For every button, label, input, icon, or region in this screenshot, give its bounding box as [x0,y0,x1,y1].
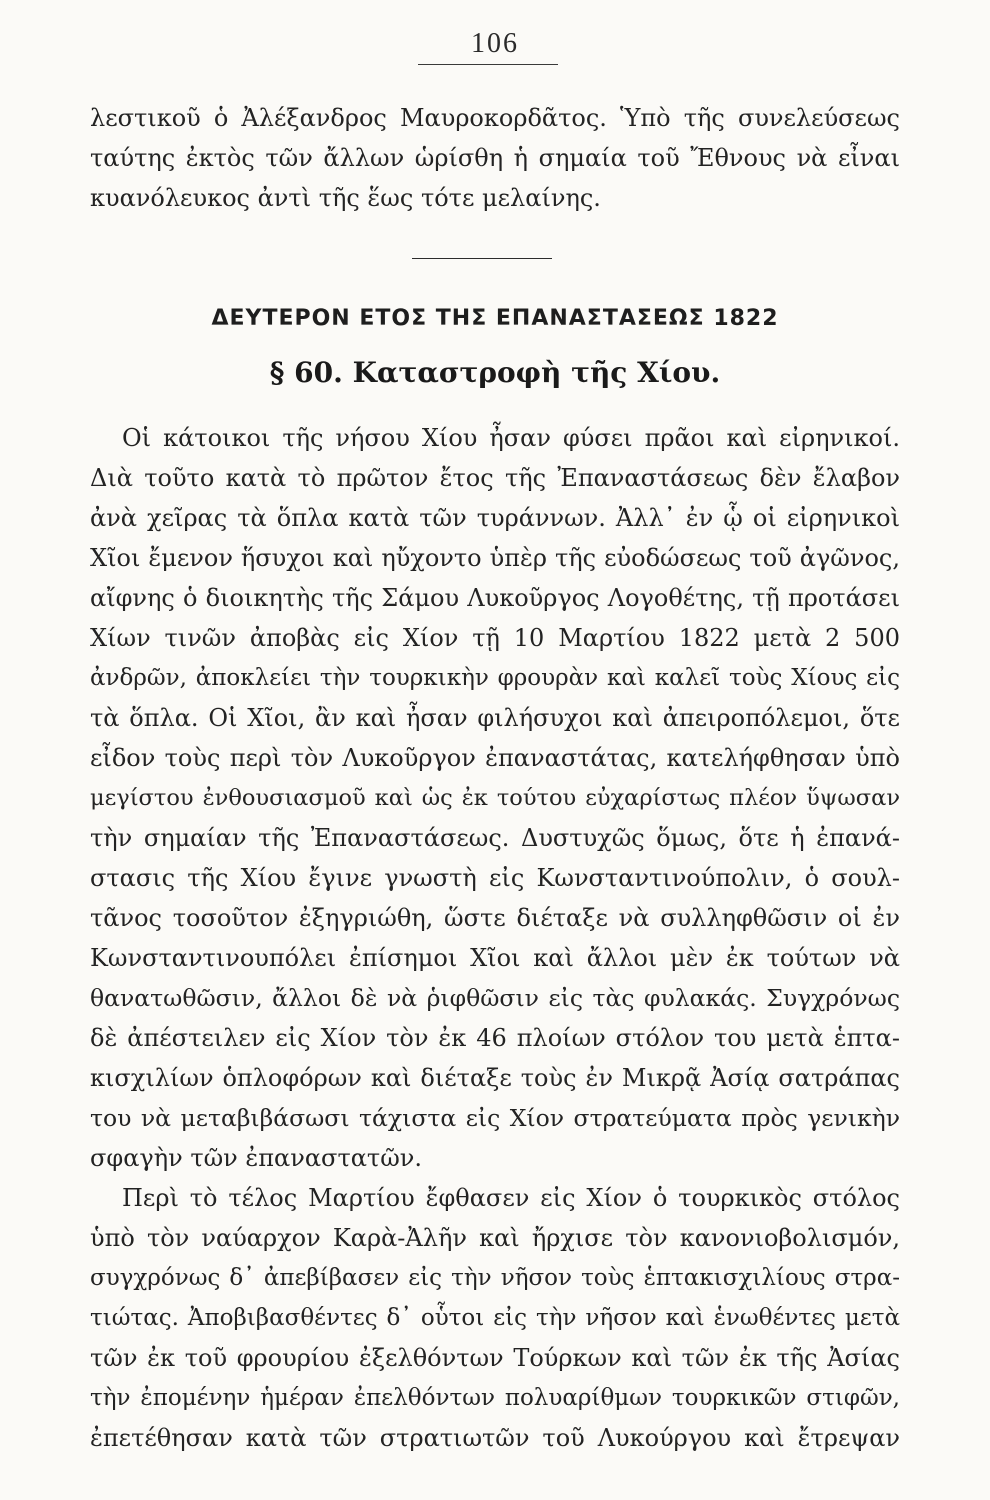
page-number: 106 [471,28,519,59]
section-title: § 60. Καταστροφὴ τῆς Χίου. [269,356,721,389]
text-line: Οἱ κάτοικοι τῆς νήσου Χίου ἦσαν φύσει πρᾶοι καὶ εἰρηνικοί. [122,424,900,452]
text-line: τῶν ἐκ τοῦ φρουρίου ἐξελθόντων Τούρκων καὶ τῶν ἐκ τῆς Ἀσίας [90,1344,900,1372]
text-line: συγχρόνως δ᾽ ἀπεβίβασεν εἰς τὴν νῆσον τοὺς ἑπτακισχιλίους στρα- [90,1265,900,1291]
text-line: θανατωθῶσιν, ἄλλοι δὲ νὰ ῥιφθῶσιν εἰς τὰς φυλακάς. Συγχρόνως [90,984,900,1012]
intro-paragraph [90,98,900,218]
text-line: τιώτας. Ἀποβιβασθέντες δ᾽ οὗτοι εἰς τὴν νῆσον καὶ ἑνωθέντες μετὰ [90,1305,900,1331]
text-line: κυανόλευκος ἀντὶ τῆς ἕως τότε μελαίνης. [90,184,601,212]
text-line: ἐπετέθησαν κατὰ τῶν στρατιωτῶν τοῦ Λυκούργου καὶ ἔτρεψαν [90,1424,900,1452]
text-line: λεστικοῦ ὁ Ἀλέξανδρος Μαυροκορδᾶτος. Ὑπὸ τῆς συνελεύσεως [90,104,900,132]
text-line: τὴν σημαίαν τῆς Ἐπαναστάσεως. Δυστυχῶς ὅμως, ὅτε ἡ ἐπανά- [90,824,900,852]
text-line: ἀνδρῶν, ἀποκλείει τὴν τουρκικὴν φρουρὰν καὶ καλεῖ τοὺς Χίους εἰς [90,665,900,691]
text-line: μεγίστου ἐνθουσιασμοῦ καὶ ὡς ἐκ τούτου εὐχαρίστως πλέον ὕψωσαν [90,785,900,811]
text-line: τὴν ἐπομένην ἡμέραν ἐπελθόντων πολυαρίθμων τουρκικῶν στιφῶν, [90,1385,900,1411]
text-line: Χίων τινῶν ἀποβὰς εἰς Χίον τῇ 10 Μαρτίου 1822 μετὰ 2 500 [90,624,900,652]
chapter-heading: ΔΕΥΤΕΡΟΝ ΕΤΟΣ ΤΗΣ ΕΠΑΝΑΣΤΑΣΕΩΣ 1822 [211,306,779,331]
text-line: ὑπὸ τὸν ναύαρχον Καρὰ-Ἀλῆν καὶ ἤρχισε τὸν κανονιοβολισμόν, [90,1224,900,1252]
text-line: τᾶνος τοσοῦτον ἐξηγριώθη, ὥστε διέταξε νὰ συλληφθῶσιν οἱ ἐν [90,904,900,932]
text-line: Περὶ τὸ τέλος Μαρτίου ἔφθασεν εἰς Χίον ὁ τουρκικὸς στόλος [122,1184,900,1212]
text-line: στασις τῆς Χίου ἔγινε γνωστὴ εἰς Κωνσταντινούπολιν, ὁ σουλ- [90,864,900,892]
section-divider [412,258,552,259]
text-line: δὲ ἀπέστειλεν εἰς Χίον τὸν ἐκ 46 πλοίων στόλον του μετὰ ἑπτα- [90,1024,900,1052]
text-line: Διὰ τοῦτο κατὰ τὸ πρῶτον ἔτος τῆς Ἐπαναστάσεως δὲν ἔλαβον [90,464,900,492]
text-line: ἀνὰ χεῖρας τὰ ὅπλα κατὰ τῶν τυράννων. Ἀλλ᾽ ἐν ᾧ οἱ εἰρηνικοὶ [90,504,900,532]
text-line: σφαγὴν τῶν ἐπαναστατῶν. [90,1144,422,1172]
text-line: του νὰ μεταβιβάσωσι τάχιστα εἰς Χίον στρατεύματα πρὸς γενικὴν [90,1104,900,1132]
page-number-rule [418,64,558,65]
text-line: αἴφνης ὁ διοικητὴς τῆς Σάμου Λυκοῦργος Λογοθέτης, τῇ προτάσει [90,584,900,612]
text-line: Χῖοι ἔμενον ἥσυχοι καὶ ηὔχοντο ὑπὲρ τῆς εὐοδώσεως τοῦ ἀγῶνος, [90,544,900,572]
paragraph-1 [90,418,900,1178]
text-line: ταύτης ἐκτὸς τῶν ἄλλων ὡρίσθη ἡ σημαία τοῦ Ἔθνους νὰ εἶναι [90,144,900,172]
paragraph-2 [90,1178,900,1458]
text-line: Κωνσταντινουπόλει ἐπίσημοι Χῖοι καὶ ἄλλοι μὲν ἐκ τούτων νὰ [90,944,900,972]
text-line: κισχιλίων ὁπλοφόρων καὶ διέταξε τοὺς ἐν Μικρᾷ Ἀσίᾳ σατράπας [90,1064,900,1092]
text-line: εἶδον τοὺς περὶ τὸν Λυκοῦργον ἐπαναστάτας, κατελήφθησαν ὑπὸ [90,744,900,772]
text-line: τὰ ὅπλα. Οἱ Χῖοι, ἂν καὶ ἦσαν φιλήσυχοι καὶ ἀπειροπόλεμοι, ὅτε [90,704,900,732]
